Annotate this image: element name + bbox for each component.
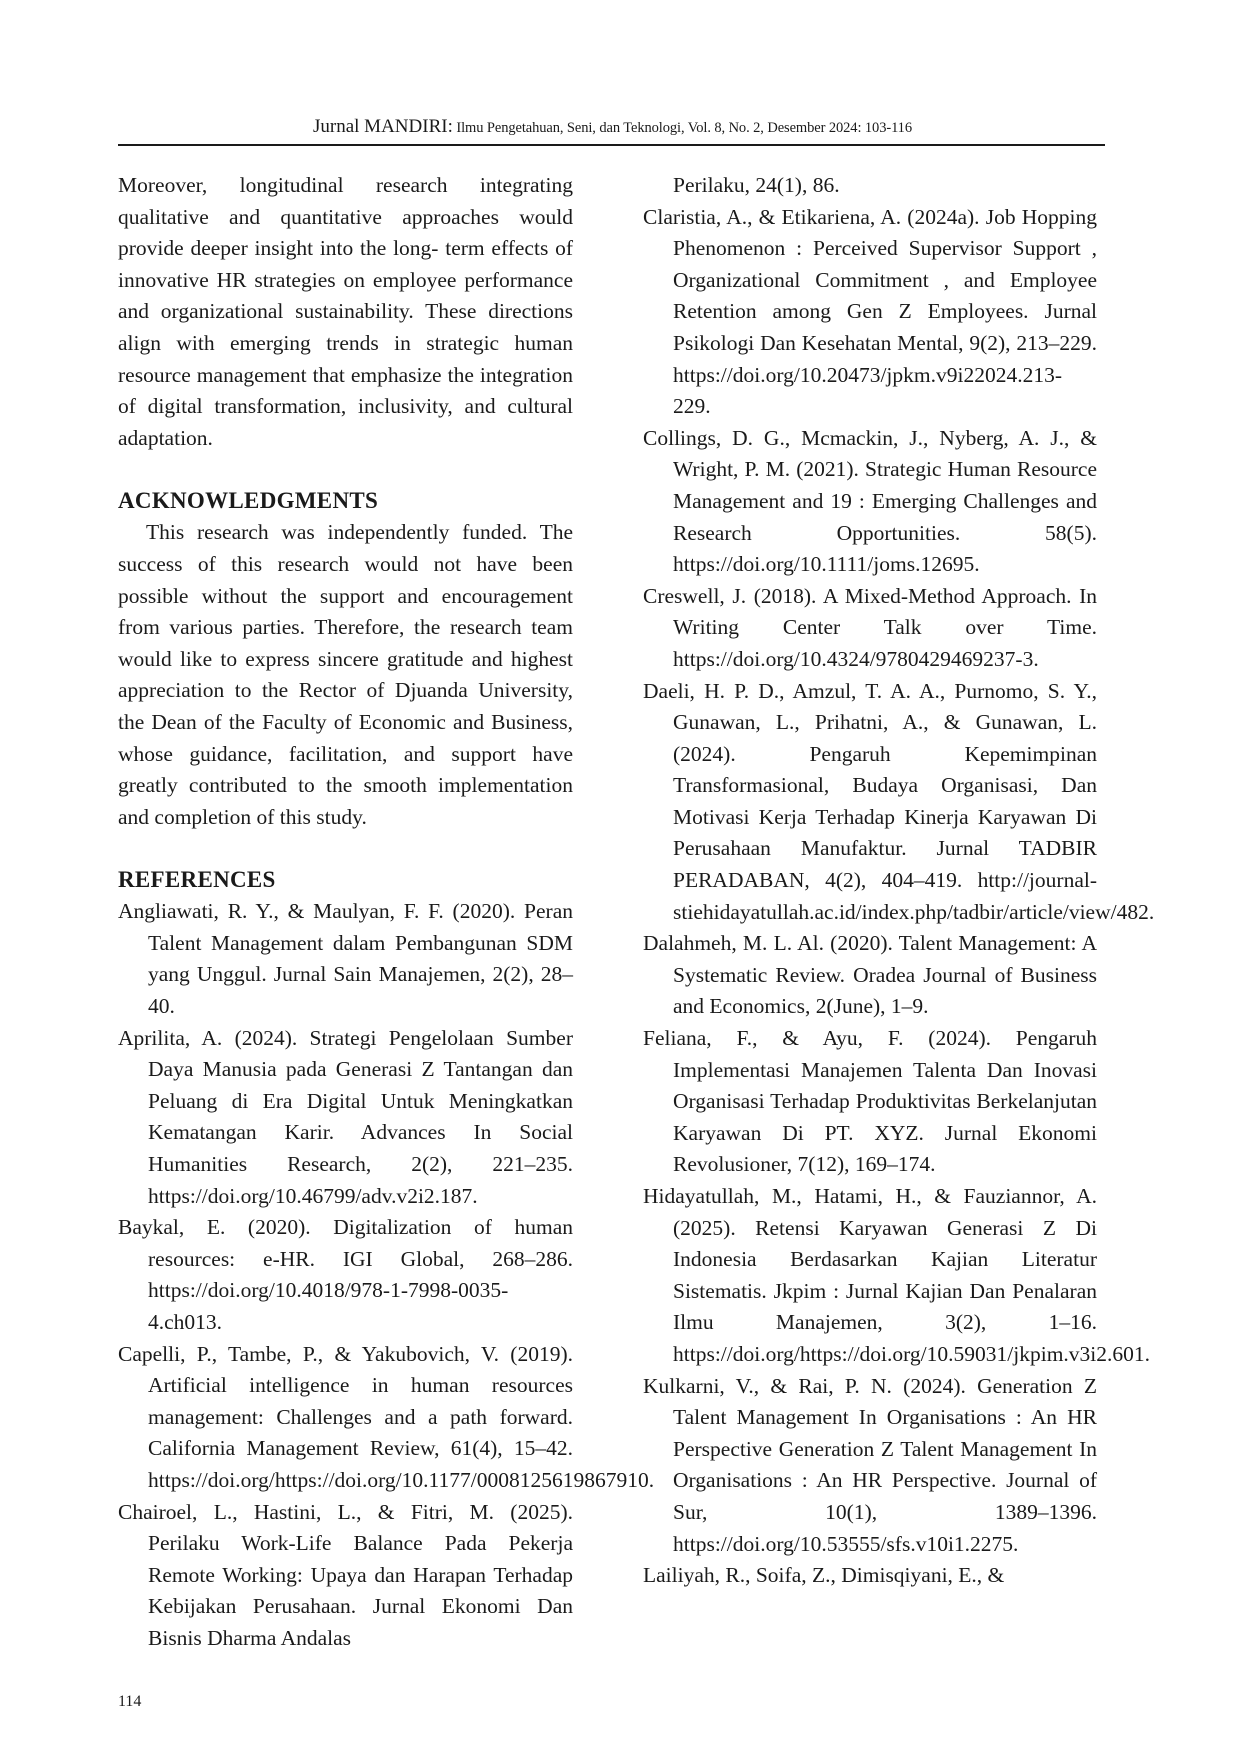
reference-continuation: Perilaku, 24(1), 86. [673,173,840,197]
journal-name: Jurnal MANDIRI: [313,116,453,137]
references-heading: REFERENCES [118,867,276,893]
reference-entry: Collings, D. G., Mcmackin, J., Nyberg, A. J., & Wright, P. M. (2021). Strategic Human Resource Management and 19 : Emerging Challenges and Research Opportunities. 58(5). https://doi.org/10.1111/joms.12695. [643,425,1097,577]
intro-paragraph: Moreover, longitudinal research integrating qualitative and quantitative approaches would provide deeper insight into the long- term effects of innovative HR strategies on employee performance and organizational sustainability. These directions align with emerging trends in strategic human resource management that emphasize the integration of digital transformation, inclusivity, and cultural adaptation. [118,173,573,450]
reference-entry: Chairoel, L., Hastini, L., & Fitri, M. (2025). Perilaku Work-Life Balance Pada Pekerja Remote Working: Upaya dan Harapan Terhadap Kebijakan Perusahaan. Jurnal Ekonomi Dan Bisnis Dharma Andalas [118,1499,573,1650]
reference-entry: Kulkarni, V., & Rai, P. N. (2024). Generation Z Talent Management In Organisations : An HR Perspective Generation Z Talent Management In Organisations : An HR Perspective. Journal of Sur, 10(1), 1389–1396. https://doi.org/10.53555/sfs.v10i1.2275. [643,1373,1097,1556]
reference-entry: Claristia, A., & Etikariena, A. (2024a). Job Hopping Phenomenon : Perceived Supervisor Support , Organizational Commitment , and Employee Retention among Gen Z Employees. Jurnal Psikologi Dan Kesehatan Mental, 9(2), 213–229. https://doi.org/10.20473/jpkm.v9i22024.213- 229. [643,204,1097,419]
acknowledgments-heading: ACKNOWLEDGMENTS [118,488,379,514]
left-column [118,170,655,1655]
reference-entry: Hidayatullah, M., Hatami, H., & Fauziannor, A. (2025). Retensi Karyawan Generasi Z Di Indonesia Berdasarkan Kajian Literatur Sistematis. Jkpim : Jurnal Kajian Dan Penalaran Ilmu Manajemen, 3(2), 1–16. https://doi.org/https://doi.org/10.59031/jkpim.v3i2.601. [643,1184,1151,1366]
reference-entry: Creswell, J. (2018). A Mixed-Method Approach. In Writing Center Talk over Time. https://doi.org/10.4324/9780429469237-3. [643,583,1097,671]
reference-entry: Angliawati, R. Y., & Maulyan, F. F. (2020). Peran Talent Management dalam Pembangunan SDM yang Unggul. Jurnal Sain Manajemen, 2(2), 28–40. [118,899,573,1019]
journal-detail: Ilmu Pengetahuan, Seni, dan Teknologi, Vol. 8, No. 2, Desember 2024: 103-116 [452,120,912,136]
section-gap [118,454,573,485]
reference-entry: Aprilita, A. (2024). Strategi Pengelolaan Sumber Daya Manusia pada Generasi Z Tantangan dan Peluang di Era Digital Untuk Meningkatkan Kematangan Karir. Advances In Social Humanities Research, 2(2), 221–235. https://doi.org/10.46799/adv.v2i2.187. [118,1025,573,1208]
header-rule [118,144,1105,146]
section-gap [118,833,573,864]
reference-entry: Capelli, P., Tambe, P., & Yakubovich, V. (2019). Artificial intelligence in human resources management: Challenges and a path forward. California Management Review, 61(4), 15–42. https://doi.org/https://doi.org/10.1177/0008125619867910. [118,1341,655,1492]
page-number: 114 [118,1693,142,1710]
reference-entry: Daeli, H. P. D., Amzul, T. A. A., Purnomo, S. Y., Gunawan, L., Prihatni, A., & Gunawan, L. (2024). Pengaruh Kepemimpinan Transformasional, Budaya Organisasi, Dan Motivasi Kerja Terhadap Kinerja Karyawan Di Perusahaan Manufaktur. Jurnal TADBIR PERADABAN, 4(2), 404–419. http://journal-stiehidayatullah.ac.id/index.php/tadbir/article/view/482. [643,678,1155,924]
reference-entry: Dalahmeh, M. L. Al. (2020). Talent Management: A Systematic Review. Oradea Journal of Business and Economics, 2(June), 1–9. [643,931,1097,1019]
reference-entry: Baykal, E. (2020). Digitalization of human resources: e-HR. IGI Global, 268–286. https://doi.org/10.4018/978-1-7998-0035-4.ch013. [118,1215,573,1334]
reference-entry: Feliana, F., & Ayu, F. (2024). Pengaruh Implementasi Manajemen Talenta Dan Inovasi Organisasi Terhadap Produktivitas Berkelanjutan Karyawan Di PT. XYZ. Jurnal Ekonomi Revolusioner, 7(12), 169–174. [643,1026,1097,1177]
reference-entry: Lailiyah, R., Soifa, Z., Dimisqiyani, E., & [643,1563,1005,1588]
running-head [120,116,1105,139]
acknowledgments-text: This research was independently funded. The success of this research would not have been possible without the support and encouragement from various parties. Therefore, the research team would like to express sincere gratitude and highest appreciation to the Rector of Djuanda University, the Dean of the Faculty of Economic and Business, whose guidance, facilitation, and support have greatly contributed to the smooth implementation and completion of this study. [118,520,573,829]
right-column [643,170,1155,1592]
